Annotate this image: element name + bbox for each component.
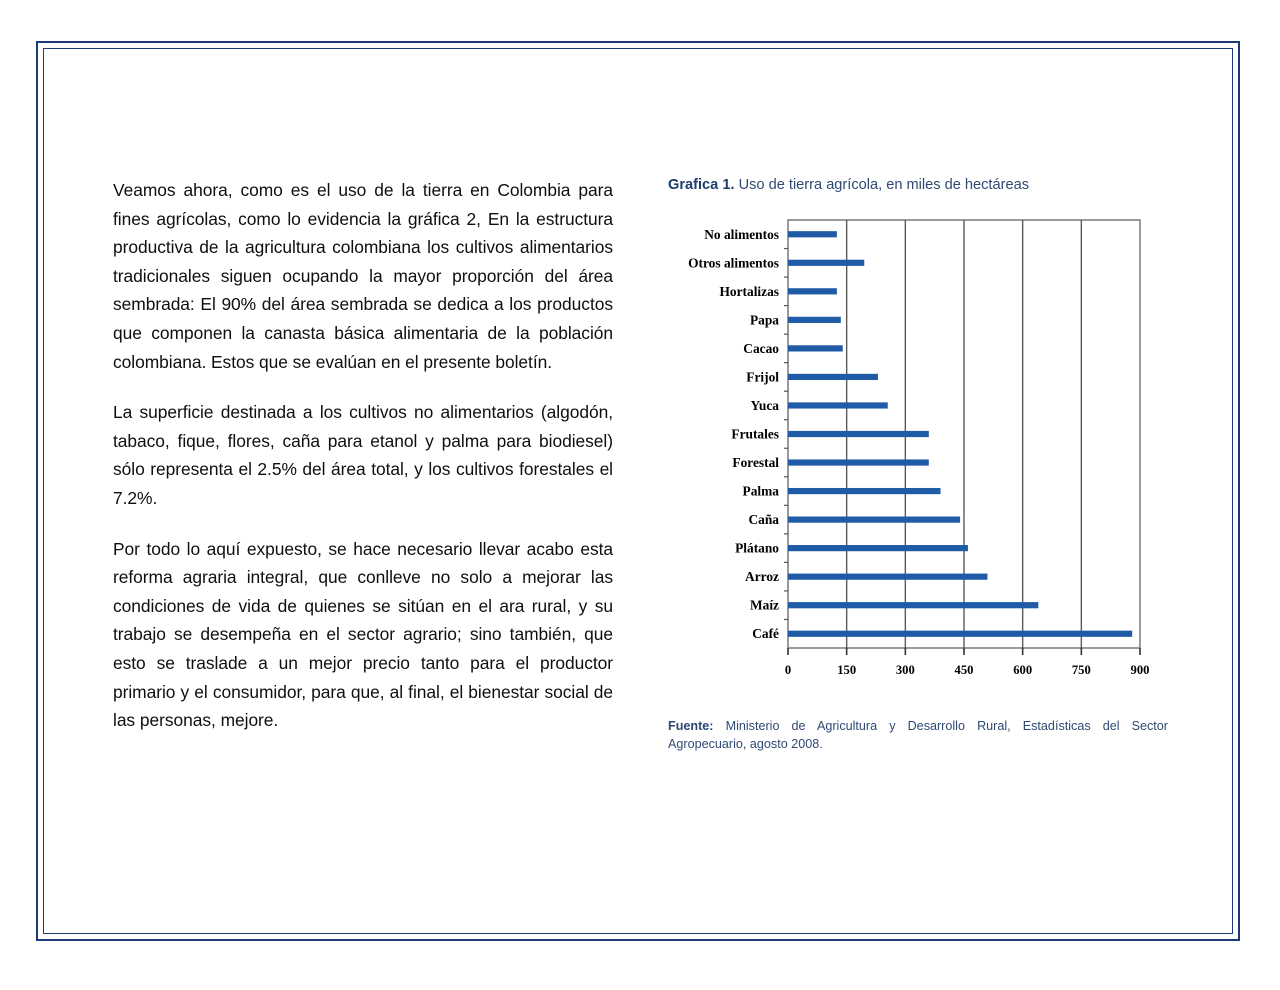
bar <box>788 431 929 437</box>
bar <box>788 231 837 237</box>
figure-caption-text: Uso de tierra agrícola, en miles de hectáreas <box>738 177 1029 193</box>
category-label: Café <box>752 626 779 642</box>
category-label: Hortalizas <box>719 283 779 299</box>
category-label: Caña <box>748 512 779 528</box>
paragraph-1: Veamos ahora, como es el uso de la tierra en Colombia para fines agrícolas, como lo evidencia la gráfica 2, En la estructura productiva de la agricultura colombiana los cultivos alimentarios tradicionales siguen ocupando la mayor proporción del área sembrada: El 90% del área sembrada se dedica a los productos que componen la canasta básica alimentaria de la población colombiana. Estos que se evalúan en el presente boletín. <box>113 180 613 372</box>
x-tick-label: 150 <box>837 663 857 677</box>
bar <box>788 545 968 551</box>
bar <box>788 488 941 494</box>
bar <box>788 260 864 266</box>
bar <box>788 402 888 408</box>
category-labels <box>688 227 779 641</box>
bar <box>788 459 929 465</box>
category-label: Palma <box>742 483 779 499</box>
x-tick-label: 750 <box>1071 663 1091 677</box>
category-label: Forestal <box>732 455 779 471</box>
category-label: No alimentos <box>704 226 779 242</box>
bar-chart <box>668 212 1168 702</box>
source-label: Fuente: <box>668 719 714 733</box>
x-tick-label: 900 <box>1130 663 1150 677</box>
category-label: Arroz <box>745 569 779 585</box>
body-text-column <box>113 176 613 735</box>
chart-canvas <box>668 212 1168 682</box>
bar <box>788 574 987 580</box>
bar <box>788 288 837 294</box>
figure-caption <box>668 176 1168 195</box>
category-label: Frijol <box>746 369 779 385</box>
bar <box>788 631 1132 637</box>
category-label: Maíz <box>750 597 779 613</box>
bar <box>788 374 878 380</box>
figure-label: Grafica 1. <box>668 177 735 193</box>
figure-source <box>668 718 1168 753</box>
paragraph-2: La superficie destinada a los cultivos no alimentarios (algodón, tabaco, fique, flores, caña para etanol y palma para biodiesel) sólo representa el 2.5% del área total, y los cultivos forestales el 7.2%. <box>113 402 613 508</box>
category-label: Papa <box>749 312 779 328</box>
category-label: Frutales <box>731 426 779 442</box>
category-label: Cacao <box>743 340 779 356</box>
figure-column <box>668 176 1168 751</box>
bar <box>788 602 1038 608</box>
source-text: Ministerio de Agricultura y Desarrollo Rural, Estadísticas del Sector Agropecuario, agosto 2008. <box>668 719 1168 751</box>
x-tick-label: 450 <box>954 663 974 677</box>
value-axis-labels <box>785 663 1150 677</box>
x-tick-label: 300 <box>895 663 915 677</box>
x-tick-label: 0 <box>784 663 792 677</box>
bar <box>788 345 843 351</box>
x-tick-label: 600 <box>1013 663 1033 677</box>
category-label: Yuca <box>750 397 779 413</box>
bar <box>788 317 841 323</box>
category-label: Plátano <box>735 540 779 556</box>
category-label: Otros alimentos <box>688 255 779 271</box>
paragraph-3: Por todo lo aquí expuesto, se hace necesario llevar acabo esta reforma agraria integral, que conlleve no solo a mejorar las condiciones de vida de quienes se sitúan en el ara rural, y su trabajo se desempeña en el sector agrario; sino también, que esto se traslade a un mejor precio tanto para el productor primario y el consumidor, para que, al final, el bienestar social de las personas, mejore. <box>113 538 613 731</box>
bar <box>788 517 960 523</box>
